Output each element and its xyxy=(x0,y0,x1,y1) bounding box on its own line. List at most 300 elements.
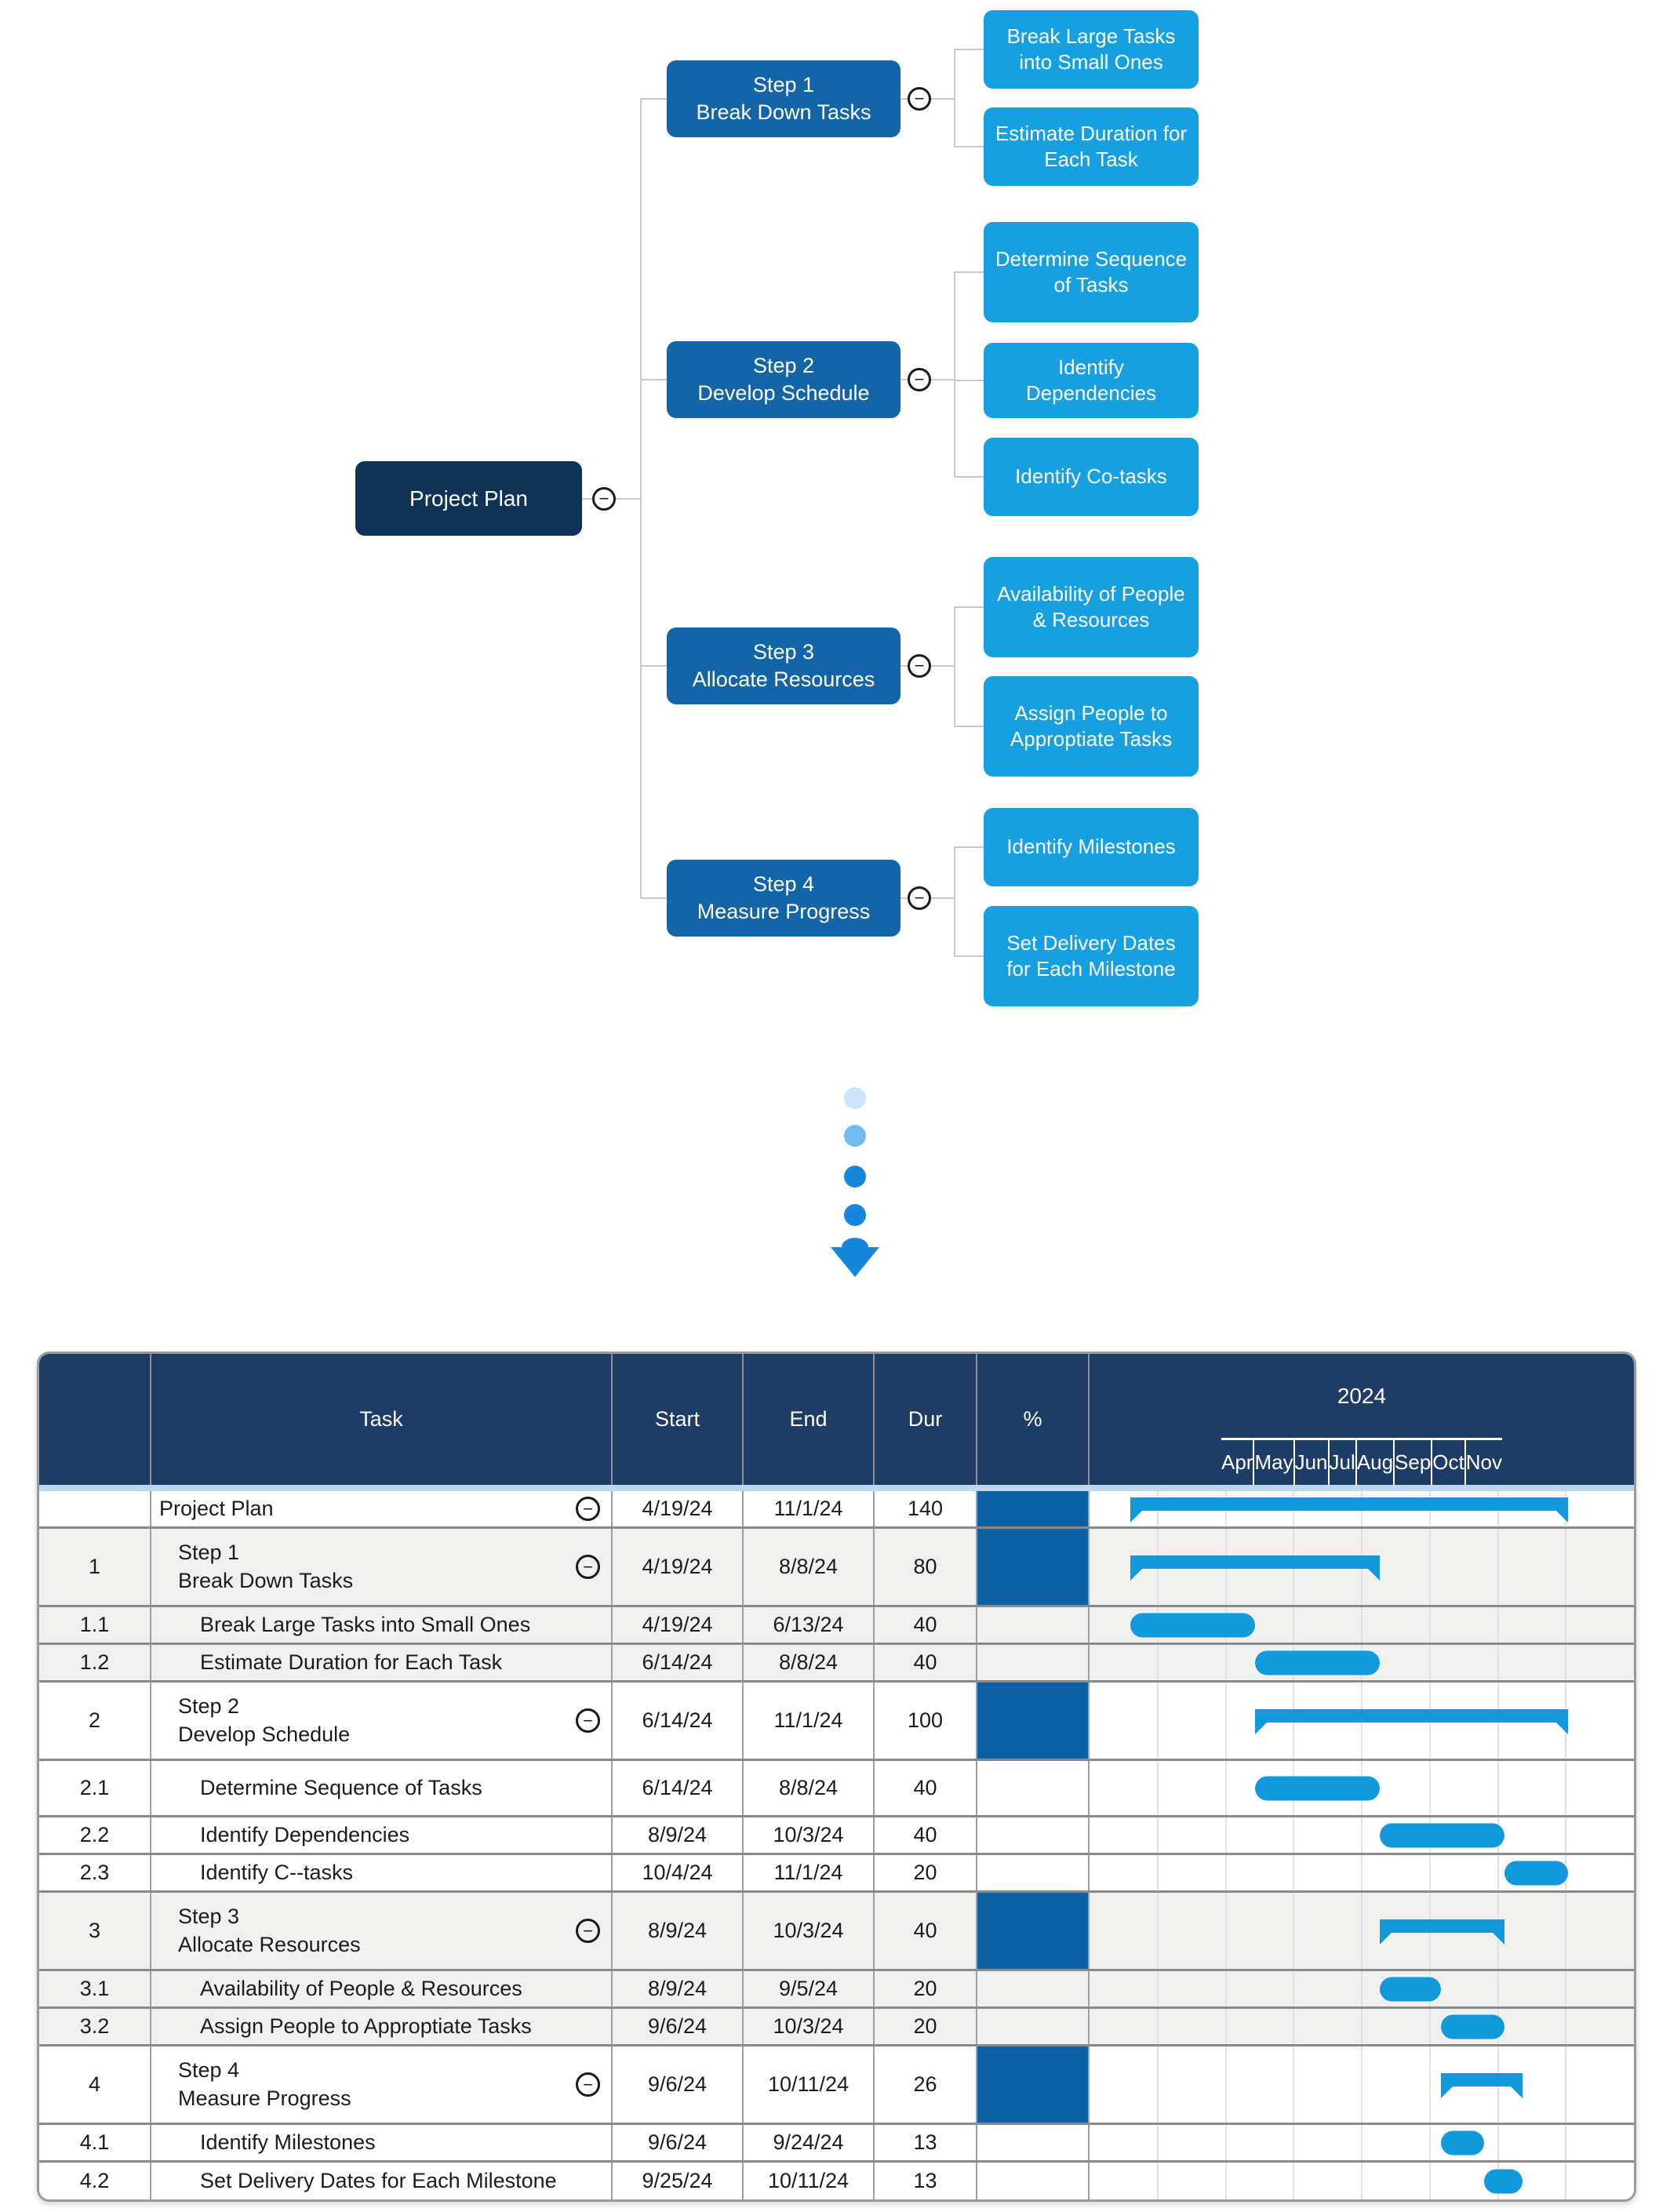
month-gridline xyxy=(1293,2046,1294,2123)
duration: 40 xyxy=(875,1607,977,1643)
end-date: 10/3/24 xyxy=(744,1817,875,1853)
mindmap-node-step-3 xyxy=(667,628,900,704)
mindmap-node-subtask-4-2 xyxy=(984,906,1199,1006)
node-label: Step 3 xyxy=(752,640,815,664)
collapse-icon[interactable]: − xyxy=(576,2072,600,2097)
duration: 20 xyxy=(875,1971,977,2006)
task-name: Identify Milestones xyxy=(200,2130,376,2154)
flow-dot xyxy=(844,1204,866,1226)
end-date: 10/11/24 xyxy=(744,2046,875,2123)
task-cell xyxy=(151,1971,613,2006)
month-gridline xyxy=(1225,2009,1227,2044)
task-cell xyxy=(151,1761,613,1815)
month-gridline xyxy=(1429,1761,1431,1815)
task-name: Estimate Duration for Each Task xyxy=(200,1650,503,1674)
gantt-table xyxy=(37,1352,1636,2202)
end-date: 10/3/24 xyxy=(744,2009,875,2044)
table-row[interactable] xyxy=(39,1890,1634,1969)
month-gridline xyxy=(1293,2163,1294,2199)
column-header-id xyxy=(39,1354,151,1485)
mindmap-node-step-4 xyxy=(667,860,900,937)
summary-bar-end xyxy=(1130,1511,1142,1523)
end-date: 8/8/24 xyxy=(744,1645,875,1680)
flow-dot xyxy=(844,1125,866,1147)
gantt-summary-bar[interactable] xyxy=(1130,1497,1568,1511)
month-gridline xyxy=(1225,1761,1227,1815)
gantt-task-bar[interactable] xyxy=(1484,2169,1523,2193)
duration: 140 xyxy=(875,1491,977,1526)
row-id xyxy=(39,1529,151,1605)
percent-cell xyxy=(977,1855,1090,1890)
task-name: Step 1 xyxy=(178,1541,240,1565)
node-label: Project Plan xyxy=(409,486,528,511)
node-label: Measure Progress xyxy=(697,900,871,923)
end-date: 6/13/24 xyxy=(744,1607,875,1643)
percent-cell xyxy=(977,2125,1090,2160)
duration: 26 xyxy=(875,2046,977,2123)
task-cell xyxy=(151,2046,613,2123)
month-gridline xyxy=(1429,1855,1431,1890)
percent-cell xyxy=(977,1645,1090,1680)
row-id-text: 2.1 xyxy=(79,1776,110,1799)
table-row[interactable] xyxy=(39,1853,1634,1890)
down-arrow-icon xyxy=(831,1247,879,1277)
child-stub xyxy=(954,606,984,608)
timeline-cell xyxy=(1090,1683,1634,1759)
month-gridline xyxy=(1361,2046,1362,2123)
step-stub xyxy=(640,897,667,899)
task-cell xyxy=(151,1855,613,1890)
month-gridline xyxy=(1565,2163,1566,2199)
month-header: Oct xyxy=(1432,1440,1465,1485)
row-id xyxy=(39,2009,151,2044)
month-gridline xyxy=(1429,2009,1431,2044)
task-cell xyxy=(151,2009,613,2044)
row-id xyxy=(39,1761,151,1815)
collapse-icon[interactable]: − xyxy=(576,1708,600,1733)
table-row[interactable] xyxy=(39,2044,1634,2123)
start-date: 8/9/24 xyxy=(613,1893,744,1969)
month-gridline xyxy=(1157,1893,1159,1969)
task-name: Availability of People & Resources xyxy=(200,1976,522,2000)
percent-cell xyxy=(977,2046,1090,2123)
table-row[interactable] xyxy=(39,2006,1634,2044)
node-label: Allocate Resources xyxy=(692,668,875,691)
month-gridline xyxy=(1157,1761,1159,1815)
percent-cell xyxy=(977,2163,1090,2199)
month-header: Sep xyxy=(1395,1440,1432,1485)
month-gridline xyxy=(1361,2125,1362,2160)
timeline-cell xyxy=(1090,2163,1634,2199)
month-gridline xyxy=(1497,1529,1499,1605)
node-label: Break Down Tasks xyxy=(696,100,871,124)
table-row[interactable] xyxy=(39,1969,1634,2006)
table-row[interactable] xyxy=(39,2160,1634,2199)
month-gridline xyxy=(1565,1645,1566,1680)
start-date: 6/14/24 xyxy=(613,1645,744,1680)
row-id xyxy=(39,1971,151,2006)
node-label: Identify Milestones xyxy=(1006,835,1176,859)
child-stub xyxy=(954,476,984,478)
mindmap-node-step-1 xyxy=(667,60,900,137)
mindmap-node-subtask-3-1 xyxy=(984,557,1199,657)
node-label: Set Delivery Dates for Each Milestone xyxy=(1006,930,1176,980)
collapse-icon[interactable]: − xyxy=(576,1919,600,1943)
start-date: 9/6/24 xyxy=(613,2009,744,2044)
percent-cell xyxy=(977,1971,1090,2006)
task-name-line2: Break Down Tasks xyxy=(178,1568,354,1592)
row-id-text: 2.3 xyxy=(79,1861,110,1884)
start-date: 4/19/24 xyxy=(613,1491,744,1526)
month-gridline xyxy=(1225,1971,1227,2006)
task-name: Determine Sequence of Tasks xyxy=(200,1775,482,1799)
month-gridline xyxy=(1293,1607,1294,1643)
start-date: 6/14/24 xyxy=(613,1683,744,1759)
percent-cell xyxy=(977,1817,1090,1853)
row-id xyxy=(39,1491,151,1526)
collapse-icon[interactable]: − xyxy=(908,87,931,111)
percent-cell xyxy=(977,1893,1090,1969)
row-id-text: 2.2 xyxy=(79,1823,110,1846)
month-gridline xyxy=(1429,2046,1431,2123)
timeline-cell xyxy=(1090,1761,1634,1815)
row-id xyxy=(39,1683,151,1759)
task-cell xyxy=(151,2163,613,2199)
child-stub xyxy=(954,146,984,147)
month-gridline xyxy=(1497,1971,1499,2006)
month-gridline xyxy=(1157,2046,1159,2123)
collapse-icon[interactable]: − xyxy=(908,886,931,910)
node-label: Step 4 xyxy=(752,872,815,897)
gantt-task-bar[interactable] xyxy=(1504,1861,1568,1885)
start-date: 4/19/24 xyxy=(613,1607,744,1643)
node-label: Assign People to Approptiate Tasks xyxy=(1010,700,1173,751)
month-gridline xyxy=(1565,2009,1566,2044)
row-id-text: 3 xyxy=(88,1919,101,1942)
row-id-text: 3.2 xyxy=(79,2014,110,2038)
row-id xyxy=(39,2046,151,2123)
task-name: Identify C--tasks xyxy=(200,1860,354,1884)
month-gridline xyxy=(1293,2125,1294,2160)
start-date: 10/4/24 xyxy=(613,1855,744,1890)
duration: 40 xyxy=(875,1893,977,1969)
gantt-summary-bar[interactable] xyxy=(1130,1555,1380,1569)
row-id-text: 2 xyxy=(88,1708,101,1732)
end-date: 11/1/24 xyxy=(744,1683,875,1759)
month-gridline xyxy=(1225,2125,1227,2160)
month-header: Nov xyxy=(1465,1450,1502,1474)
child-stub xyxy=(954,380,984,381)
table-row[interactable] xyxy=(39,1526,1634,1605)
task-name: Break Large Tasks into Small Ones xyxy=(200,1612,531,1636)
start-date: 9/6/24 xyxy=(613,2125,744,2160)
gantt-task-bar[interactable] xyxy=(1255,1776,1380,1800)
month-gridline xyxy=(1225,1817,1227,1853)
end-date: 11/1/24 xyxy=(744,1855,875,1890)
column-header-end: End xyxy=(744,1354,875,1485)
duration: 40 xyxy=(875,1817,977,1853)
task-cell xyxy=(151,1491,613,1526)
summary-bar-end xyxy=(1368,1569,1380,1581)
task-cell xyxy=(151,1645,613,1680)
duration: 20 xyxy=(875,2009,977,2044)
timeline-cell xyxy=(1090,2125,1634,2160)
month-gridline xyxy=(1429,2125,1431,2160)
node-label: Step 2 xyxy=(752,354,815,378)
gantt-task-bar[interactable] xyxy=(1441,2014,1504,2039)
table-row[interactable] xyxy=(39,1680,1634,1759)
month-gridline xyxy=(1157,1683,1159,1759)
row-id-text: 1.1 xyxy=(79,1613,110,1636)
start-date: 9/25/24 xyxy=(613,2163,744,2199)
row-id xyxy=(39,2125,151,2160)
timeline-cell xyxy=(1090,2009,1634,2044)
month-gridline xyxy=(1429,1645,1431,1680)
collapse-icon[interactable]: − xyxy=(908,654,931,678)
month-gridline xyxy=(1565,1893,1566,1969)
start-date: 4/19/24 xyxy=(613,1529,744,1605)
percent-cell xyxy=(977,1491,1090,1526)
collapse-icon[interactable]: − xyxy=(576,1497,600,1521)
summary-bar-end xyxy=(1380,1933,1392,1945)
gantt-summary-bar[interactable] xyxy=(1255,1709,1568,1723)
timeline-cell xyxy=(1090,2046,1634,2123)
node-label: Identify Co-tasks xyxy=(1015,464,1167,489)
timeline-months-row xyxy=(1221,1438,1502,1485)
table-row[interactable] xyxy=(39,1643,1634,1680)
start-date: 8/9/24 xyxy=(613,1817,744,1853)
timeline-cell xyxy=(1090,1855,1634,1890)
month-gridline xyxy=(1157,2163,1159,2199)
gantt-task-bar[interactable] xyxy=(1380,1823,1504,1847)
task-cell xyxy=(151,2125,613,2160)
month-gridline xyxy=(1361,1971,1362,2006)
column-header-task: Task xyxy=(151,1354,613,1485)
month-gridline xyxy=(1225,1893,1227,1969)
task-name-line2: Measure Progress xyxy=(178,2086,351,2110)
month-gridline xyxy=(1293,1893,1294,1969)
month-gridline xyxy=(1565,1817,1566,1853)
task-name: Step 2 xyxy=(178,1694,240,1719)
table-row[interactable] xyxy=(39,2123,1634,2160)
gantt-header-row xyxy=(39,1354,1634,1485)
task-name: Identify Dependencies xyxy=(200,1822,410,1846)
step-stub xyxy=(640,98,667,100)
month-gridline xyxy=(1225,1683,1227,1759)
summary-bar-end xyxy=(1556,1723,1568,1734)
month-header: Jun xyxy=(1295,1440,1330,1485)
child-stub xyxy=(954,271,984,273)
summary-bar-end xyxy=(1511,2086,1523,2098)
task-cell xyxy=(151,1529,613,1605)
step-stub xyxy=(640,379,667,380)
percent-cell xyxy=(977,1683,1090,1759)
month-gridline xyxy=(1157,2125,1159,2160)
month-gridline xyxy=(1293,2009,1294,2044)
month-gridline xyxy=(1497,1761,1499,1815)
summary-bar-end xyxy=(1441,2086,1453,2098)
table-row[interactable] xyxy=(39,1815,1634,1853)
task-cell xyxy=(151,1893,613,1969)
task-name-line2: Develop Schedule xyxy=(178,1722,351,1746)
duration: 13 xyxy=(875,2125,977,2160)
row-id xyxy=(39,1893,151,1969)
percent-cell xyxy=(977,2009,1090,2044)
task-cell xyxy=(151,1683,613,1759)
month-gridline xyxy=(1429,2163,1431,2199)
child-stub xyxy=(954,846,984,848)
percent-cell xyxy=(977,1761,1090,1815)
end-date: 8/8/24 xyxy=(744,1529,875,1605)
task-name: Step 4 xyxy=(178,2058,240,2083)
month-gridline xyxy=(1225,2163,1227,2199)
node-label: Estimate Duration for Each Task xyxy=(995,121,1188,171)
collapse-icon[interactable]: − xyxy=(576,1555,600,1579)
gantt-task-bar[interactable] xyxy=(1130,1613,1255,1637)
row-id xyxy=(39,1855,151,1890)
flow-dot xyxy=(844,1087,866,1109)
timeline-cell xyxy=(1090,1817,1634,1853)
mindmap-node-subtask-2-2 xyxy=(984,343,1199,418)
child-trunk xyxy=(954,847,955,956)
collapse-icon[interactable]: − xyxy=(908,368,931,391)
month-gridline xyxy=(1157,1855,1159,1890)
timeline-year-label: 2024 xyxy=(1337,1383,1387,1408)
month-gridline xyxy=(1157,1817,1159,1853)
row-id xyxy=(39,1645,151,1680)
month-gridline xyxy=(1565,1607,1566,1643)
task-name: Assign People to Approptiate Tasks xyxy=(200,2014,532,2038)
end-date: 8/8/24 xyxy=(744,1761,875,1815)
child-trunk xyxy=(954,272,955,477)
month-gridline xyxy=(1293,1971,1294,2006)
month-gridline xyxy=(1497,1645,1499,1680)
table-row[interactable] xyxy=(39,1491,1634,1526)
node-label: Break Large Tasks into Small Ones xyxy=(1006,24,1176,74)
month-gridline xyxy=(1565,1529,1566,1605)
table-row[interactable] xyxy=(39,1759,1634,1815)
month-gridline xyxy=(1497,1607,1499,1643)
child-stub xyxy=(954,49,984,50)
mindmap-node-subtask-1-1 xyxy=(984,10,1199,89)
timeline-header xyxy=(1090,1354,1634,1485)
column-header-percent: % xyxy=(977,1354,1090,1485)
month-gridline xyxy=(1497,1855,1499,1890)
mindmap-node-subtask-4-1 xyxy=(984,808,1199,886)
main-trunk xyxy=(640,99,642,898)
row-id xyxy=(39,1817,151,1853)
mindmap-node-root xyxy=(355,461,582,536)
month-gridline xyxy=(1225,2046,1227,2123)
row-id-text: 1 xyxy=(88,1555,101,1578)
table-row[interactable] xyxy=(39,1605,1634,1643)
start-date: 6/14/24 xyxy=(613,1761,744,1815)
month-gridline xyxy=(1225,1855,1227,1890)
gantt-summary-bar[interactable] xyxy=(1441,2073,1523,2086)
month-gridline xyxy=(1157,1971,1159,2006)
duration: 40 xyxy=(875,1761,977,1815)
row-id xyxy=(39,2163,151,2199)
month-gridline xyxy=(1293,1817,1294,1853)
timeline-cell xyxy=(1090,1607,1634,1643)
row-id-text: 3.1 xyxy=(79,1977,110,2000)
month-gridline xyxy=(1429,1529,1431,1605)
row-id-text: 1.2 xyxy=(79,1650,110,1674)
timeline-cell xyxy=(1090,1491,1634,1526)
month-gridline xyxy=(1157,2009,1159,2044)
month-header: Jul xyxy=(1330,1440,1357,1485)
month-gridline xyxy=(1565,1971,1566,2006)
summary-bar-end xyxy=(1556,1511,1568,1523)
timeline-cell xyxy=(1090,1529,1634,1605)
month-header: Apr xyxy=(1221,1440,1254,1485)
task-name: Project Plan xyxy=(159,1496,274,1520)
task-name: Step 3 xyxy=(178,1905,240,1929)
gantt-task-bar[interactable] xyxy=(1255,1650,1380,1675)
row-id xyxy=(39,1607,151,1643)
row-id-text: 4.1 xyxy=(79,2130,110,2154)
row-id-text: 4.2 xyxy=(79,2169,110,2192)
column-header-dur: Dur xyxy=(875,1354,977,1485)
month-gridline xyxy=(1293,1855,1294,1890)
node-label: Identify Dependencies xyxy=(1025,355,1157,405)
percent-cell xyxy=(977,1529,1090,1605)
month-gridline xyxy=(1225,1645,1227,1680)
task-name-line2: Allocate Resources xyxy=(178,1932,361,1956)
month-gridline xyxy=(1565,2046,1566,2123)
node-label: Availability of People & Resources xyxy=(997,581,1185,631)
column-header-start: Start xyxy=(613,1354,744,1485)
month-header: May xyxy=(1254,1440,1294,1485)
collapse-icon[interactable]: − xyxy=(592,487,616,511)
mindmap-node-step-2 xyxy=(667,341,900,418)
step-stub xyxy=(640,665,667,667)
month-gridline xyxy=(1361,1817,1362,1853)
end-date: 9/5/24 xyxy=(744,1971,875,2006)
month-gridline xyxy=(1565,1761,1566,1815)
task-cell xyxy=(151,1607,613,1643)
child-stub xyxy=(954,726,984,727)
mindmap-node-subtask-1-2 xyxy=(984,107,1199,186)
child-trunk xyxy=(954,607,955,726)
child-trunk xyxy=(954,49,955,147)
duration: 13 xyxy=(875,2163,977,2199)
duration: 20 xyxy=(875,1855,977,1890)
flow-dot xyxy=(844,1166,866,1188)
summary-bar-end xyxy=(1130,1569,1142,1581)
row-id-text: 4 xyxy=(88,2072,101,2096)
duration: 100 xyxy=(875,1683,977,1759)
timeline-cell xyxy=(1090,1645,1634,1680)
timeline-cell xyxy=(1090,1971,1634,2006)
month-gridline xyxy=(1429,1607,1431,1643)
node-label: Develop Schedule xyxy=(697,381,870,405)
gantt-task-bar[interactable] xyxy=(1441,2130,1484,2155)
task-cell xyxy=(151,1817,613,1853)
month-gridline xyxy=(1361,1855,1362,1890)
timeline-cell xyxy=(1090,1893,1634,1969)
duration: 80 xyxy=(875,1529,977,1605)
gantt-task-bar[interactable] xyxy=(1380,1977,1441,2001)
month-gridline xyxy=(1157,1645,1159,1680)
header-separator-band xyxy=(39,1485,1634,1491)
summary-bar-end xyxy=(1493,1933,1504,1945)
duration: 40 xyxy=(875,1645,977,1680)
month-gridline xyxy=(1361,1893,1362,1969)
mindmap-node-subtask-2-3 xyxy=(984,438,1199,516)
end-date: 11/1/24 xyxy=(744,1491,875,1526)
gantt-summary-bar[interactable] xyxy=(1380,1919,1504,1933)
